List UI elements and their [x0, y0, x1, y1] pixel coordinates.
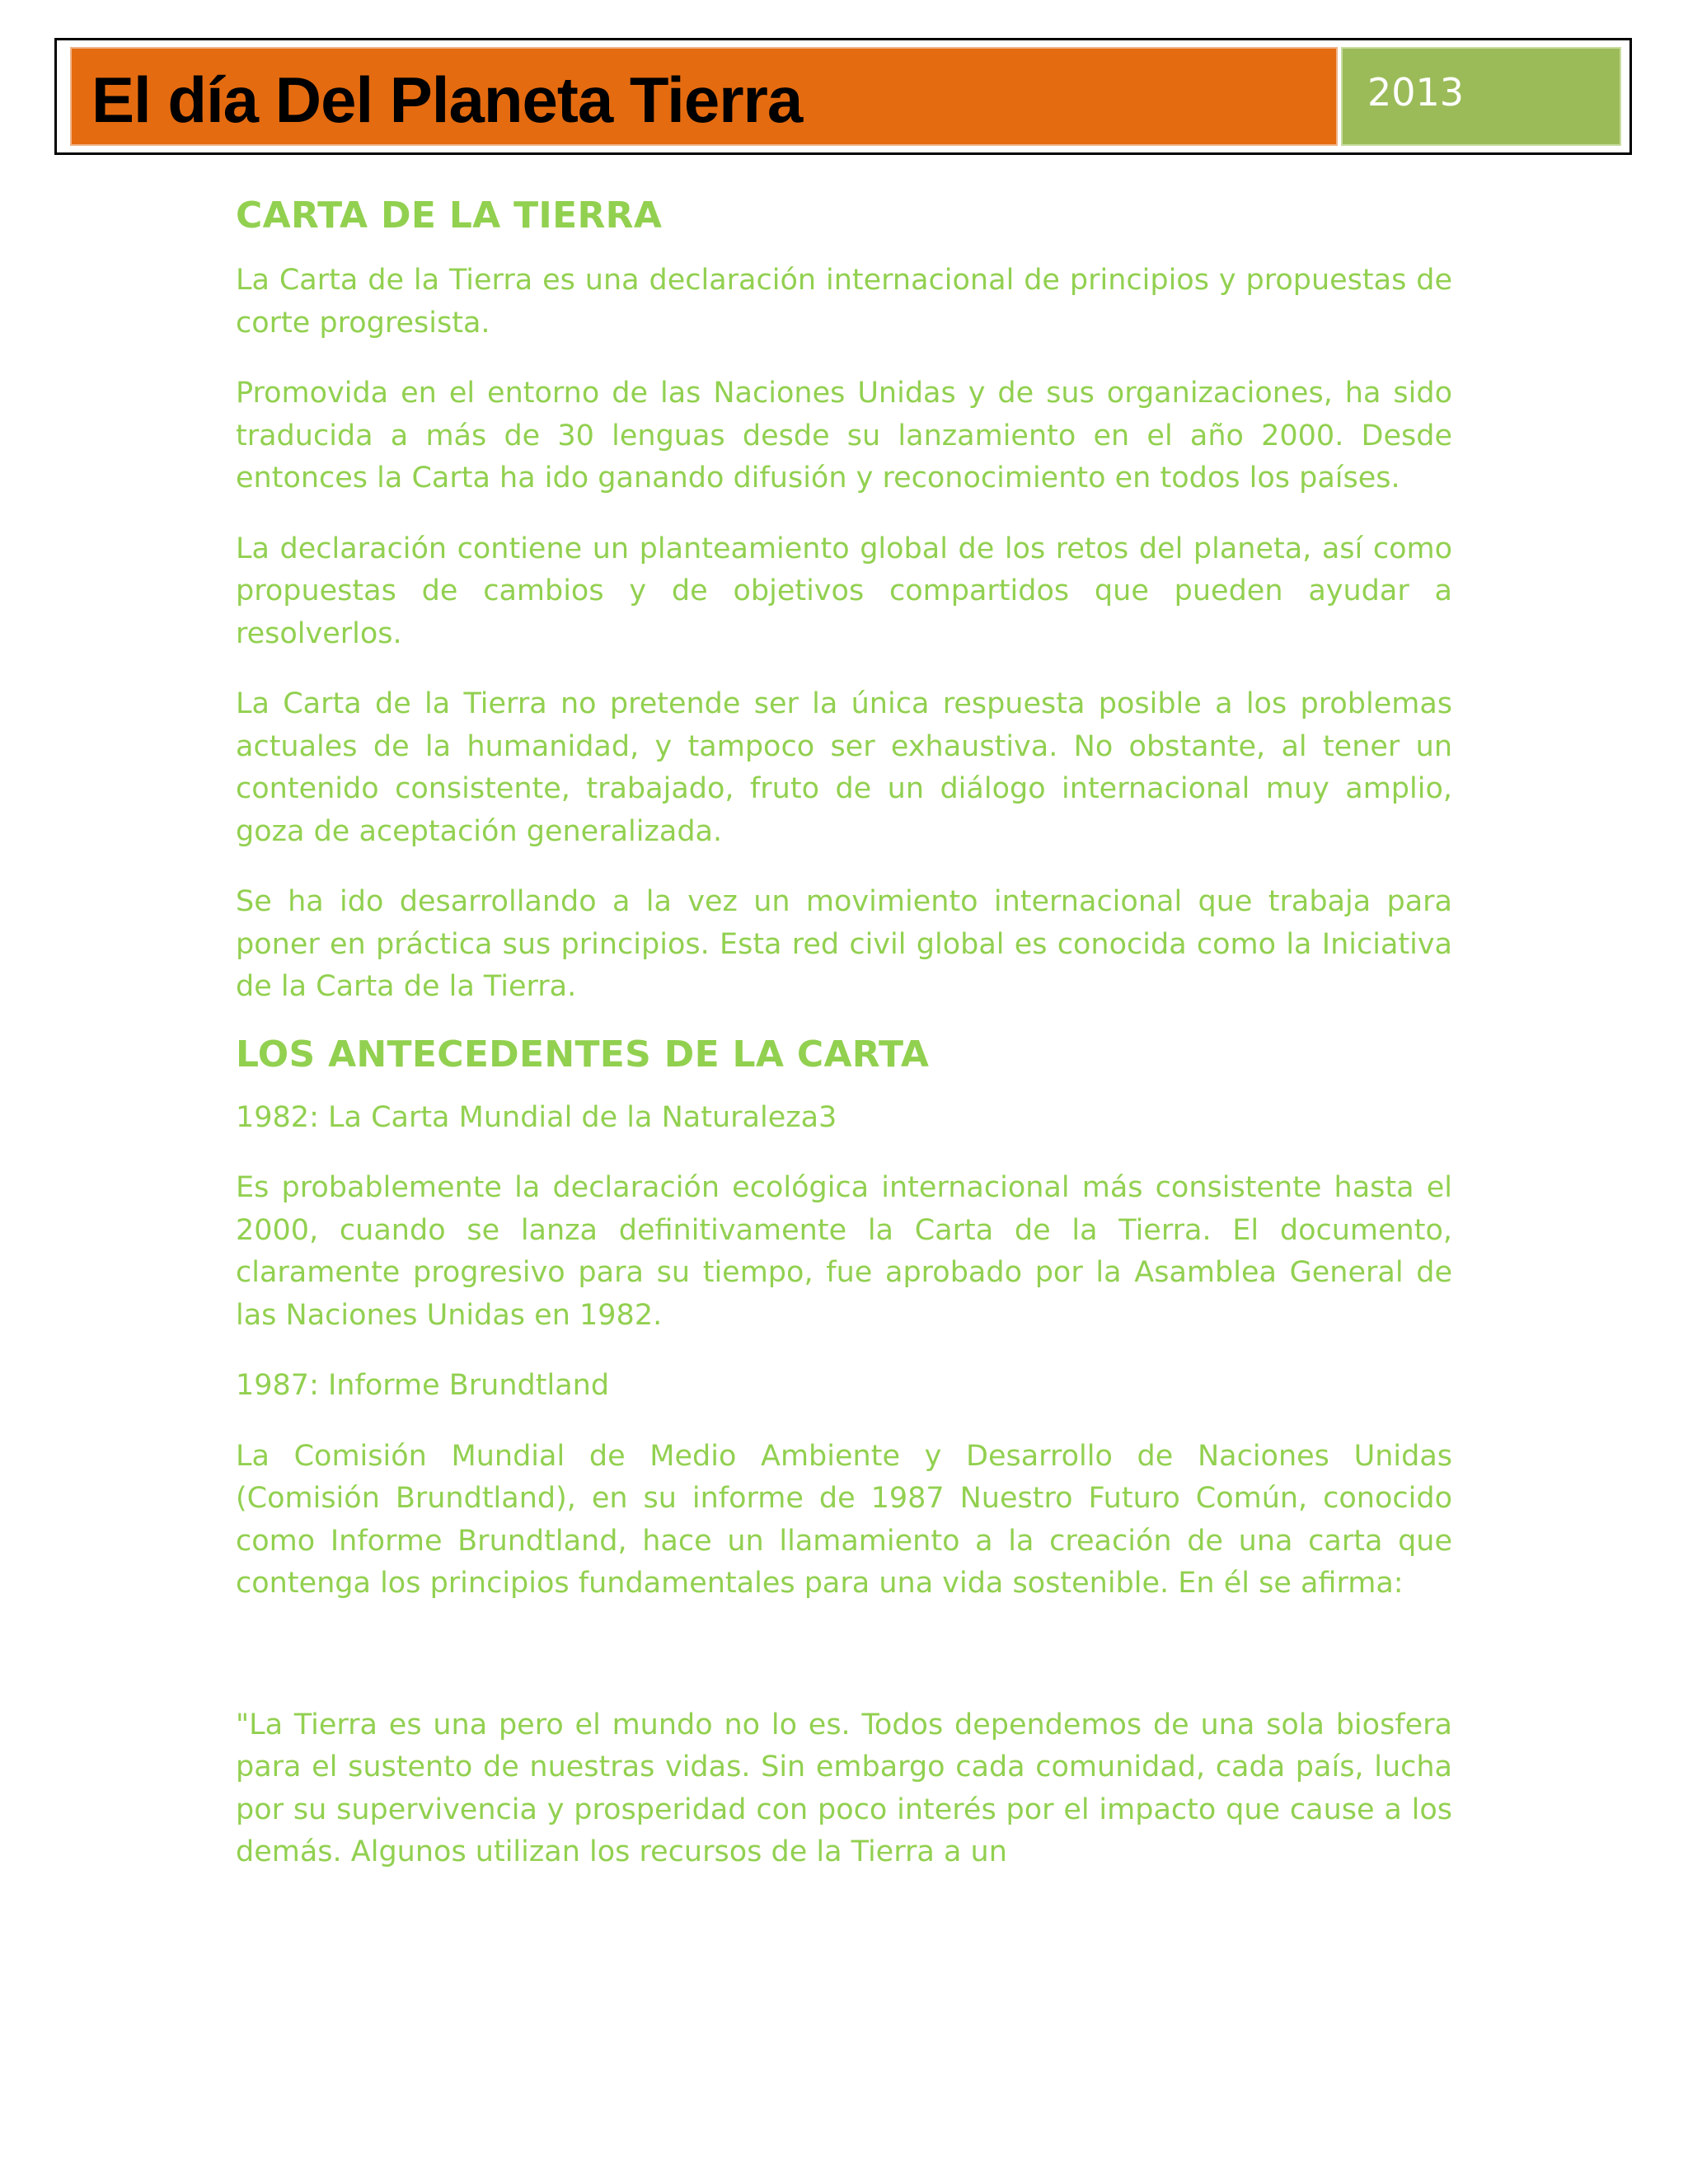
quote-brundtland: "La Tierra es una pero el mundo no lo es. Todos dependemos de una sola biosfera para el sustento de nuestras vidas. Sin embargo cada comunidad, cada país, lucha por su supervivencia y prosperidad con poco interés por el impacto que cause a los demás. Algunos utilizan los recursos de la Tierra a un — [236, 1708, 1452, 1868]
page-title: El día Del Planeta Tierra — [91, 63, 803, 136]
section-heading-antecedentes: LOS ANTECEDENTES DE LA CARTA — [236, 1033, 930, 1076]
section-heading-carta: CARTA DE LA TIERRA — [236, 194, 663, 237]
paragraph-no-pretende: La Carta de la Tierra no pretende ser la única respuesta posible a los problemas actuales de la humanidad, y tampoco ser exhaustiva. No obstante, al tener un contenido consistente, trabajado, fruto de un diálogo internacional muy amplio, goza de aceptación generalizada. — [236, 687, 1452, 848]
paragraph-declaracion: La declaración contiene un planteamiento global de los retos del planeta, así como propuestas de cambios y de objetivos compartidos que pueden ayudar a resolverlos. — [236, 532, 1452, 650]
header-year-bar — [1341, 47, 1621, 146]
paragraph-promovida: Promovida en el entorno de las Naciones Unidas y de sus organizaciones, ha sido traducida a más de 30 lenguas desde su lanzamiento en el año 2000. Desde entonces la Carta ha ido ganando difusión y reconocimiento en todos los países. — [236, 377, 1452, 494]
header-year: 2013 — [1367, 70, 1465, 115]
document-body — [236, 194, 1452, 1874]
subheading-1982: 1982: La Carta Mundial de la Naturaleza3 — [236, 1100, 837, 1134]
paragraph-1987: La Comisión Mundial de Medio Ambiente y Desarrollo de Naciones Unidas (Comisión Brundtland), en su informe de 1987 Nuestro Futuro Común, conocido como Informe Brundtland, hace un llamamiento a la creación de una carta que contenga los principios fundamentales para una vida sostenible. En él se afirma: — [236, 1439, 1452, 1600]
header-frame — [54, 38, 1632, 155]
paragraph-movimiento: Se ha ido desarrollando a la vez un movimiento internacional que trabaja para poner en práctica sus principios. Esta red civil global es conocida como la Iniciativa de la Carta de la Tierra. — [236, 885, 1452, 1003]
header-title-bar — [70, 47, 1338, 146]
subheading-1987: 1987: Informe Brundtland — [236, 1369, 610, 1402]
paragraph-1982: Es probablemente la declaración ecológica internacional más consistente hasta el 2000, cuando se lanza definitivamente la Carta de la Tierra. El documento, claramente progresivo para su tiempo, fue aprobado por la Asamblea General de las Naciones Unidas en 1982. — [236, 1171, 1452, 1332]
paragraph-intro: La Carta de la Tierra es una declaración internacional de principios y propuestas de corte progresista. — [236, 264, 1452, 340]
